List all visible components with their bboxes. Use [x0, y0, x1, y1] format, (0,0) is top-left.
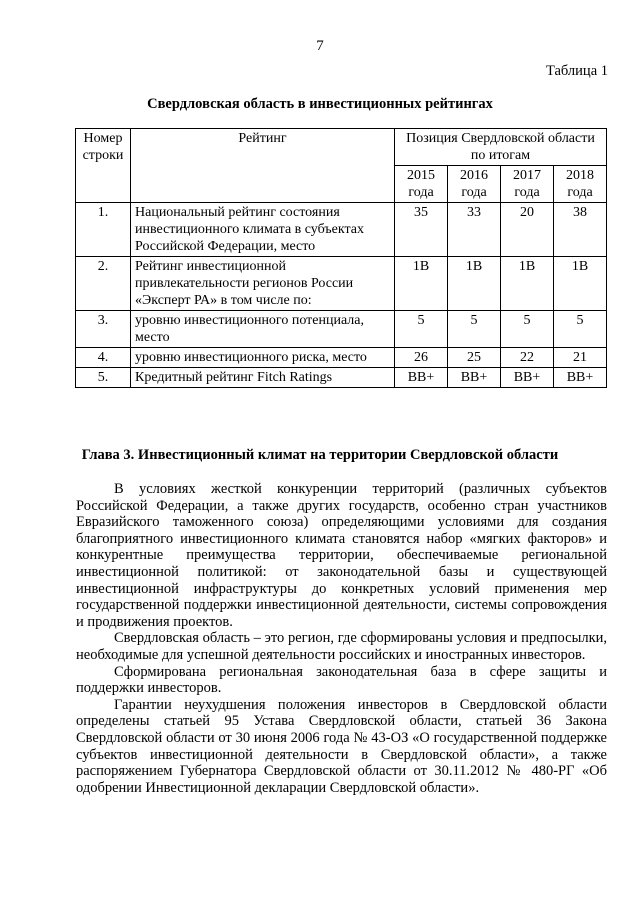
header-rating: Рейтинг — [131, 129, 395, 203]
ratings-table — [75, 128, 607, 388]
table-title: Свердловская область в инвестиционных рейтингах — [147, 96, 493, 112]
rating-name-cell: Рейтинг инвестиционной привлекательности регионов России «Эксперт РА» в том числе по: — [131, 257, 395, 311]
chapter-heading: Глава 3. Инвестиционный климат на территории Свердловской области — [81, 447, 559, 463]
rating-value-cell: 1B — [448, 257, 501, 311]
rating-value-cell: 21 — [554, 348, 607, 368]
rating-value-cell: 38 — [554, 203, 607, 257]
rating-value-cell: 5 — [554, 311, 607, 348]
rating-value-cell: 1B — [501, 257, 554, 311]
table-row — [76, 203, 607, 257]
table-header-row — [76, 129, 607, 166]
table-row — [76, 311, 607, 348]
rating-value-cell: 5 — [395, 311, 448, 348]
rating-name-cell: уровню инвестиционного риска, место — [131, 348, 395, 368]
row-number-cell: 5. — [76, 368, 131, 388]
body-paragraph: Свердловская область – это регион, где сформированы условия и предпосылки, необходимые для успешной деятельности российских и иностранных инвесторов. — [76, 630, 607, 663]
rating-value-cell: 5 — [448, 311, 501, 348]
rating-value-cell: 33 — [448, 203, 501, 257]
rating-value-cell: 22 — [501, 348, 554, 368]
rating-value-cell: BB+ — [501, 368, 554, 388]
page-number: 7 — [316, 38, 324, 54]
row-number-cell: 3. — [76, 311, 131, 348]
rating-value-cell: 26 — [395, 348, 448, 368]
body-paragraph: В условиях жесткой конкуренции территорий (различных субъектов Российской Федерации, а также других государств, особенно стран участников Евразийского таможенного союза) определяющими условиями для создания благоприятного инвестиционного климата становятся набор «мягких факторов» и конкурентные преимущества территории, обеспечиваемые региональной инвестиционной политикой: от законодательной базы и существующей инвестиционной инфраструктуры до конкретных условий применения мер государственной поддержки инвестиционной деятельности, системы сопровождения и продвижения проектов. — [76, 481, 607, 630]
table-caption: Таблица 1 — [545, 63, 608, 79]
header-year: 2017 года — [501, 166, 554, 203]
rating-name-cell: Кредитный рейтинг Fitch Ratings — [131, 368, 395, 388]
header-year: 2018 года — [554, 166, 607, 203]
rating-value-cell: 5 — [501, 311, 554, 348]
rating-value-cell: BB+ — [448, 368, 501, 388]
rating-name-cell: Национальный рейтинг состояния инвестиционного климата в субъектах Российской Федерации, место — [131, 203, 395, 257]
header-row-number: Номер строки — [76, 129, 131, 203]
body-paragraph: Сформирована региональная законодательная база в сфере защиты и поддержки инвесторов. — [76, 663, 607, 697]
rating-value-cell: 1B — [554, 257, 607, 311]
rating-name-cell: уровню инвестиционного потенциала, место — [131, 311, 395, 348]
rating-value-cell: BB+ — [395, 368, 448, 388]
rating-value-cell: 25 — [448, 348, 501, 368]
header-year: 2016 года — [448, 166, 501, 203]
rating-value-cell: 1B — [395, 257, 448, 311]
body-paragraph: Гарантии неухудшения положения инвесторов в Свердловской области определены статьей 95 Устава Свердловской области, статьей 36 Закона Свердловской области от 30 июня 2006 года № 43-ОЗ «О государственной поддержке субъектов инвестиционной деятельности в Свердловской области», а также распоряжением Губернатора Свердловской области от 30.11.2012 № 480-РГ «Об одобрении Инвестиционной декларации Свердловской области». — [76, 696, 607, 796]
rating-value-cell: 35 — [395, 203, 448, 257]
body-text — [76, 481, 607, 796]
row-number-cell: 4. — [76, 348, 131, 368]
row-number-cell: 1. — [76, 203, 131, 257]
table-body — [76, 203, 607, 388]
table-row — [76, 257, 607, 311]
table-row — [76, 368, 607, 388]
table-row — [76, 348, 607, 368]
header-year: 2015 года — [395, 166, 448, 203]
rating-value-cell: 20 — [501, 203, 554, 257]
row-number-cell: 2. — [76, 257, 131, 311]
header-position: Позиция Свердловской области по итогам — [395, 129, 607, 166]
rating-value-cell: BB+ — [554, 368, 607, 388]
